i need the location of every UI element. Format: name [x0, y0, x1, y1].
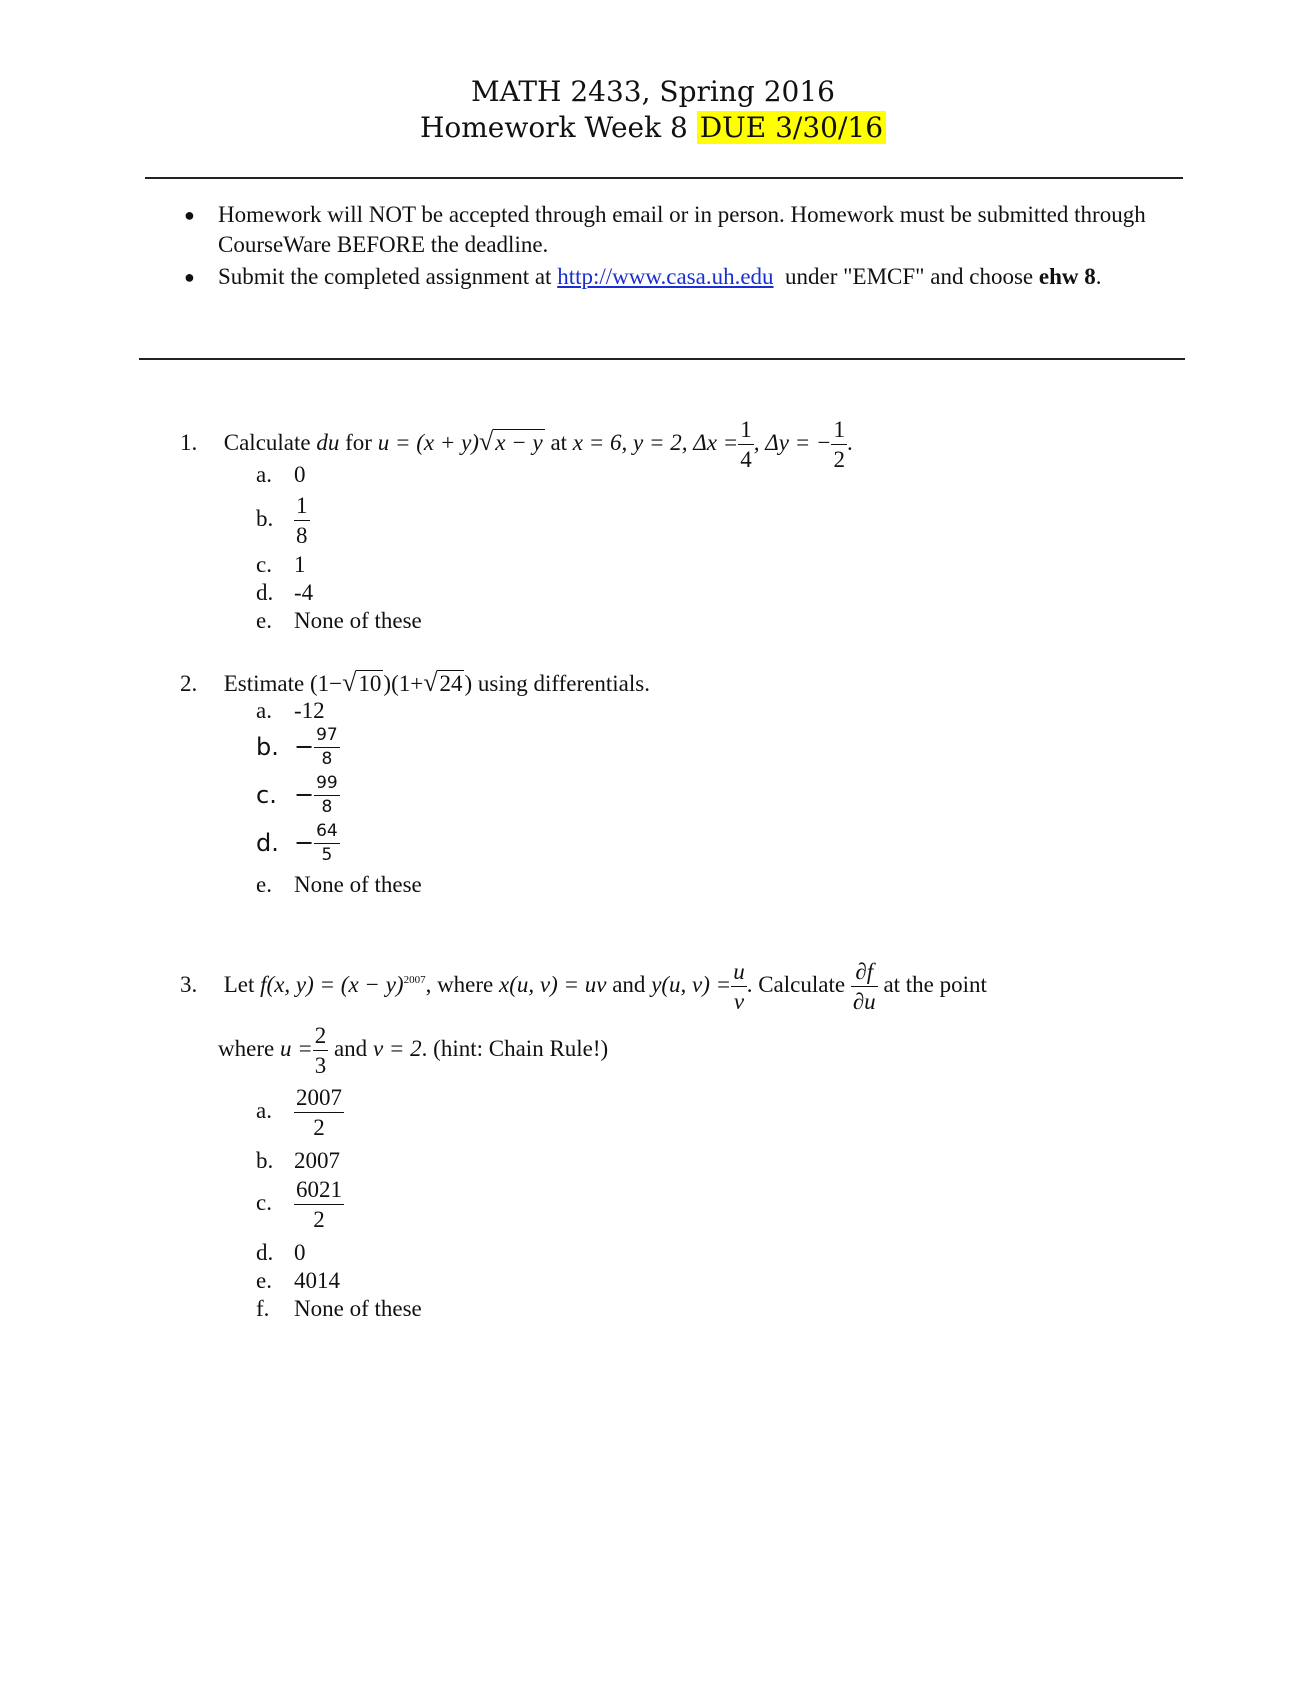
q2-text: Estimate: [223, 671, 305, 696]
option-label: e.: [256, 1268, 272, 1293]
question-number: 1.: [180, 429, 198, 455]
note-text-2-pre: Submit the completed assignment at: [218, 264, 552, 289]
question-3-line-2: [218, 1024, 608, 1077]
bullet-icon: ●: [184, 205, 195, 225]
question-number: 2.: [180, 671, 198, 696]
option-d: [256, 823, 340, 864]
note-item-1: [178, 200, 1178, 260]
option-value: None of these: [294, 1296, 422, 1321]
option-fraction: [294, 1178, 344, 1231]
option-e: [256, 608, 422, 634]
option-label: e.: [256, 608, 272, 633]
frac-num: 1: [740, 417, 752, 442]
frac-num: 6021: [296, 1177, 342, 1202]
option-d: [256, 1240, 306, 1266]
option-fraction: [294, 1086, 344, 1139]
q3-let: Let: [223, 971, 255, 997]
frac-den: 2: [294, 1112, 344, 1139]
option-label: b.: [256, 1148, 274, 1173]
option-label: a.: [256, 698, 272, 723]
q3-hint: . (hint: Chain Rule!): [421, 1035, 609, 1061]
frac-num: 64: [316, 821, 338, 841]
option-sign: −: [294, 780, 315, 809]
frac-num: 1: [296, 493, 308, 518]
option-label: d.: [256, 580, 274, 605]
q2-expr: (1−: [309, 671, 343, 696]
option-value: None of these: [294, 608, 422, 633]
homework-title-line: [0, 110, 1306, 146]
note-text-2-mid: under "EMCF" and choose: [785, 264, 1034, 289]
q3-exponent: 2007: [403, 974, 426, 987]
sqrt-icon: √: [478, 426, 494, 456]
frac-den: 2: [294, 1204, 344, 1231]
question-2: [180, 668, 650, 699]
frac-num: 2: [314, 1023, 327, 1048]
note-text-2-end: .: [1095, 264, 1102, 289]
option-sign: −: [294, 732, 315, 761]
question-3: [180, 960, 987, 1013]
option-fraction: [314, 775, 340, 816]
homework-title: Homework Week 8: [419, 111, 688, 144]
option-fraction: [314, 727, 340, 768]
q1-for: for: [345, 429, 372, 455]
option-fraction: [314, 823, 340, 864]
frac-den: 4: [738, 444, 754, 471]
q2-radicand-1: 10: [358, 671, 382, 696]
q3-function: f(x, y) = (x − y): [260, 971, 404, 997]
option-label: b.: [256, 505, 274, 531]
frac-num: 2007: [296, 1085, 342, 1110]
ehw-label: ehw 8: [1038, 264, 1096, 289]
option-value: -12: [294, 698, 325, 723]
q1-function: u = (x + y): [377, 429, 479, 455]
option-a: [256, 698, 325, 724]
option-c: [256, 552, 306, 578]
q3-and-2: and: [333, 1035, 368, 1061]
option-value: 1: [294, 552, 306, 577]
option-value: 0: [294, 1240, 306, 1265]
option-c: [256, 1178, 344, 1231]
option-a: [256, 1086, 344, 1139]
note-item-2: [178, 262, 1178, 292]
option-value: None of these: [294, 872, 422, 897]
q2-expr: )(1+: [383, 671, 424, 696]
frac-den: 2: [831, 444, 847, 471]
frac-den: ∂u: [851, 986, 878, 1013]
q3-xdef: x(u, v) = uv: [499, 971, 607, 997]
option-value: -4: [294, 580, 314, 605]
frac-den: 8: [314, 795, 340, 816]
option-label: c.: [256, 780, 277, 809]
q1-conditions: x = 6, y = 2, Δx =: [572, 429, 739, 455]
option-label: c.: [256, 552, 272, 577]
q1-text: Calculate: [223, 429, 311, 455]
option-label: a.: [256, 1097, 272, 1123]
option-label: c.: [256, 1189, 272, 1215]
option-label: a.: [256, 462, 272, 487]
frac-num: 97: [316, 725, 338, 745]
option-b: [256, 727, 340, 768]
q3-u-eq: u =: [279, 1035, 313, 1061]
frac-num: 1: [833, 417, 845, 442]
option-b: [256, 494, 310, 547]
fraction-dx: [738, 418, 754, 471]
q1-radicand: x − y: [495, 429, 543, 455]
top-divider: [145, 177, 1183, 179]
question-number: 3.: [180, 971, 198, 997]
option-e: [256, 872, 422, 898]
q3-ydef: y(u, v) =: [651, 971, 732, 997]
fraction-dy: [831, 418, 847, 471]
casa-link[interactable]: http://www.casa.uh.edu: [557, 264, 774, 289]
frac-den: v: [731, 986, 747, 1013]
option-label: d.: [256, 1240, 274, 1265]
option-fraction: [294, 494, 310, 547]
sqrt-icon: √: [423, 668, 438, 697]
note-text-1: Homework will NOT be accepted through email or in person. Homework must be submitted through CourseWare BEFORE the deadline.: [218, 202, 1146, 257]
option-value: 2007: [294, 1148, 340, 1173]
option-c: [256, 775, 340, 816]
frac-den: 3: [313, 1050, 329, 1077]
q1-du: du: [316, 429, 340, 455]
document-header: [0, 74, 1306, 146]
frac-num: u: [733, 959, 745, 984]
fraction-two-thirds: [313, 1024, 329, 1077]
option-value: 4014: [294, 1268, 340, 1293]
q1-at: at: [550, 429, 568, 455]
q3-and: and: [612, 971, 646, 997]
q3-v-eq: v = 2: [372, 1035, 422, 1061]
option-f: [256, 1296, 422, 1322]
option-e: [256, 1268, 340, 1294]
option-sign: −: [294, 828, 315, 857]
frac-num: ∂f: [855, 959, 874, 984]
fraction-u-over-v: [731, 960, 747, 1013]
frac-den: 8: [314, 747, 340, 768]
q2-radicand-2: 24: [439, 671, 463, 696]
bottom-divider: [139, 358, 1185, 360]
bullet-icon: ●: [184, 267, 195, 287]
frac-den: 8: [294, 520, 310, 547]
frac-num: 99: [316, 773, 338, 793]
option-d: [256, 580, 313, 606]
q3-calculate: . Calculate: [746, 971, 846, 997]
option-label: d.: [256, 828, 279, 857]
q3-at-point: at the point: [883, 971, 987, 997]
q2-text-end: using differentials.: [477, 671, 650, 696]
q1-end: .: [846, 429, 853, 455]
frac-den: 5: [314, 843, 340, 864]
option-value: 0: [294, 462, 306, 487]
q3-where-2: where: [218, 1035, 275, 1061]
fraction-partial: [851, 960, 878, 1013]
q2-expr: ): [464, 671, 473, 696]
option-label: e.: [256, 872, 272, 897]
option-a: [256, 462, 306, 488]
option-label: f.: [256, 1296, 270, 1321]
instructions: [178, 200, 1178, 294]
q1-dy: , Δy = −: [753, 429, 832, 455]
course-title: MATH 2433, Spring 2016: [471, 75, 835, 108]
sqrt-icon: √: [342, 668, 357, 697]
option-label: b.: [256, 732, 279, 761]
due-date-highlight: DUE 3/30/16: [697, 111, 886, 144]
option-b: [256, 1148, 340, 1174]
q3-where: , where: [425, 971, 494, 997]
